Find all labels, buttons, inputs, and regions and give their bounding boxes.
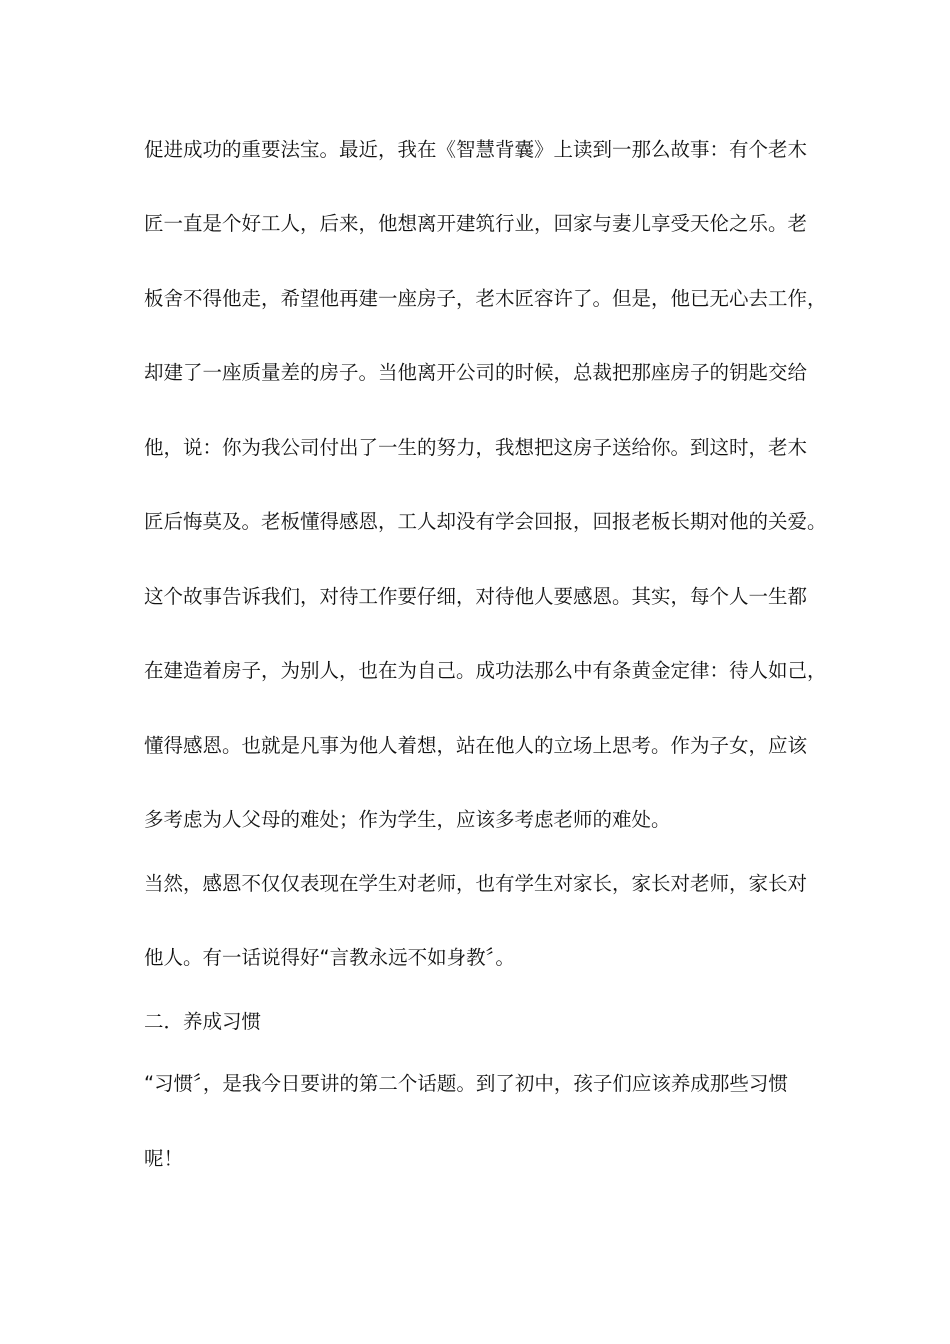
paragraph-line: 板舍不得他走，希望他再建一座房子，老木匠容许了。但是，他已无心去工作， (144, 287, 827, 310)
paragraph-line: 匠一直是个好工人，后来，他想离开建筑行业，回家与妻儿享受天伦之乐。老 (144, 212, 808, 235)
paragraph-line: 促进成功的重要法宝。最近，我在《智慧背囊》上读到一那么故事：有个老木 (144, 138, 808, 161)
paragraph-line: “习惯〞，是我今日要讲的第二个话题。到了初中，孩子们应该养成那些习惯 (144, 1072, 788, 1095)
paragraph-line: 他人。有一话说得好“言教永远不如身教〞。 (144, 946, 515, 969)
paragraph-line: 在建造着房子，为别人，也在为自己。成功法那么中有条黄金定律：待人如己， (144, 659, 827, 682)
paragraph-line: 他，说：你为我公司付出了一生的努力，我想把这房子送给你。到这时，老木 (144, 436, 808, 459)
paragraph-line: 呢！ (144, 1147, 184, 1170)
section-heading: 二．养成习惯 (144, 1010, 262, 1033)
paragraph-line: 匠后悔莫及。老板懂得感恩，工人却没有学会回报，回报老板长期对他的关爱。 (144, 510, 827, 533)
paragraph-line: 却建了一座质量差的房子。当他离开公司的时候，总裁把那座房子的钥匙交给 (144, 361, 808, 384)
paragraph-line: 懂得感恩。也就是凡事为他人着想，站在他人的立场上思考。作为子女，应该 (144, 734, 808, 757)
paragraph-line: 当然，感恩不仅仅表现在学生对老师，也有学生对家长，家长对老师，家长对 (144, 872, 808, 895)
paragraph-line: 多考虑为人父母的难处；作为学生，应该多考虑老师的难处。 (144, 808, 671, 831)
paragraph-line: 这个故事告诉我们，对待工作要仔细，对待他人要感恩。其实，每个人一生都 (144, 585, 808, 608)
